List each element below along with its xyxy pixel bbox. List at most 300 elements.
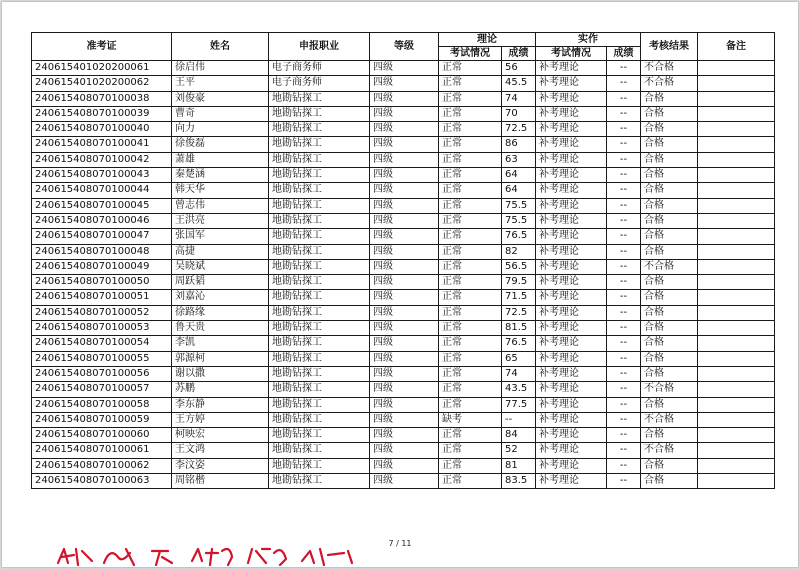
cell-remark (698, 351, 775, 366)
cell-occupation: 地勘钻探工 (269, 275, 370, 290)
cell-theory-score: 64 (502, 183, 536, 198)
cell-result: 不合格 (641, 61, 698, 76)
table-row (32, 198, 775, 213)
cell-level: 四级 (370, 259, 439, 274)
cell-result: 合格 (641, 168, 698, 183)
cell-result: 合格 (641, 213, 698, 228)
cell-remark (698, 290, 775, 305)
cell-practice-score: -- (607, 198, 641, 213)
table-row (32, 259, 775, 274)
table-row (32, 336, 775, 351)
cell-theory-score: 86 (502, 137, 536, 152)
cell-practice-score: -- (607, 61, 641, 76)
cell-occupation: 地勘钻探工 (269, 443, 370, 458)
cell-name: 周铭楷 (172, 474, 269, 489)
cell-remark (698, 61, 775, 76)
cell-theory-score: 79.5 (502, 275, 536, 290)
cell-practice-status: 补考理论 (536, 321, 607, 336)
cell-practice-score: -- (607, 244, 641, 259)
cell-practice-score: -- (607, 458, 641, 473)
cell-level: 四级 (370, 76, 439, 91)
cell-practice-score: -- (607, 290, 641, 305)
cell-result: 合格 (641, 305, 698, 320)
cell-remark (698, 122, 775, 137)
cell-level: 四级 (370, 244, 439, 259)
table-body (32, 61, 775, 489)
cell-theory-status: 正常 (439, 474, 502, 489)
table-row (32, 152, 775, 167)
cell-practice-score: -- (607, 428, 641, 443)
cell-practice-status: 补考理论 (536, 474, 607, 489)
table-row (32, 137, 775, 152)
cell-level: 四级 (370, 106, 439, 121)
table-row (32, 366, 775, 381)
cell-exam-id: 240615408070100043 (32, 168, 172, 183)
cell-occupation: 地勘钻探工 (269, 152, 370, 167)
cell-theory-score: 56.5 (502, 259, 536, 274)
cell-exam-id: 240615408070100060 (32, 428, 172, 443)
cell-practice-status: 补考理论 (536, 61, 607, 76)
cell-theory-score: 83.5 (502, 474, 536, 489)
cell-practice-status: 补考理论 (536, 198, 607, 213)
cell-practice-score: -- (607, 474, 641, 489)
cell-result: 合格 (641, 397, 698, 412)
cell-result: 合格 (641, 366, 698, 381)
table-row (32, 474, 775, 489)
cell-name: 韩天华 (172, 183, 269, 198)
header-result: 考核结果 (641, 33, 698, 61)
cell-theory-score: 74 (502, 366, 536, 381)
cell-practice-status: 补考理论 (536, 351, 607, 366)
cell-occupation: 地勘钻探工 (269, 259, 370, 274)
cell-name: 李东静 (172, 397, 269, 412)
cell-name: 王方婷 (172, 412, 269, 427)
cell-practice-status: 补考理论 (536, 443, 607, 458)
cell-result: 不合格 (641, 382, 698, 397)
cell-theory-status: 正常 (439, 305, 502, 320)
cell-level: 四级 (370, 122, 439, 137)
cell-theory-status: 正常 (439, 259, 502, 274)
cell-level: 四级 (370, 458, 439, 473)
cell-remark (698, 336, 775, 351)
cell-theory-status: 正常 (439, 61, 502, 76)
cell-exam-id: 240615408070100038 (32, 91, 172, 106)
cell-remark (698, 321, 775, 336)
page-number: 7 / 11 (388, 539, 412, 548)
cell-practice-status: 补考理论 (536, 412, 607, 427)
cell-practice-status: 补考理论 (536, 259, 607, 274)
cell-remark (698, 76, 775, 91)
cell-level: 四级 (370, 382, 439, 397)
cell-name: 郭源柯 (172, 351, 269, 366)
cell-level: 四级 (370, 412, 439, 427)
cell-theory-status: 正常 (439, 428, 502, 443)
cell-theory-score: 81.5 (502, 321, 536, 336)
cell-theory-score: 45.5 (502, 76, 536, 91)
cell-name: 秦楚涵 (172, 168, 269, 183)
cell-practice-score: -- (607, 91, 641, 106)
cell-exam-id: 240615408070100040 (32, 122, 172, 137)
cell-practice-score: -- (607, 106, 641, 121)
header-practice-status: 考试情况 (536, 47, 607, 61)
cell-remark (698, 198, 775, 213)
table-row (32, 106, 775, 121)
cell-name: 李汶姿 (172, 458, 269, 473)
cell-occupation: 地勘钻探工 (269, 321, 370, 336)
cell-practice-status: 补考理论 (536, 366, 607, 381)
cell-remark (698, 366, 775, 381)
cell-name: 周跃韬 (172, 275, 269, 290)
cell-theory-status: 正常 (439, 198, 502, 213)
header-remark: 备注 (698, 33, 775, 61)
cell-occupation: 电子商务师 (269, 76, 370, 91)
cell-level: 四级 (370, 198, 439, 213)
table-row (32, 213, 775, 228)
cell-theory-status: 正常 (439, 122, 502, 137)
cell-result: 合格 (641, 321, 698, 336)
table-row (32, 290, 775, 305)
cell-exam-id: 240615408070100058 (32, 397, 172, 412)
cell-result: 合格 (641, 106, 698, 121)
cell-level: 四级 (370, 428, 439, 443)
cell-practice-status: 补考理论 (536, 290, 607, 305)
cell-level: 四级 (370, 183, 439, 198)
cell-theory-score: 75.5 (502, 213, 536, 228)
cell-result: 合格 (641, 122, 698, 137)
cell-remark (698, 213, 775, 228)
cell-theory-score: 75.5 (502, 198, 536, 213)
cell-exam-id: 240615408070100045 (32, 198, 172, 213)
cell-theory-status: 正常 (439, 443, 502, 458)
table-row (32, 168, 775, 183)
cell-practice-status: 补考理论 (536, 183, 607, 198)
cell-theory-score: 43.5 (502, 382, 536, 397)
cell-remark (698, 259, 775, 274)
cell-theory-status: 缺考 (439, 412, 502, 427)
cell-level: 四级 (370, 229, 439, 244)
cell-theory-status: 正常 (439, 152, 502, 167)
cell-practice-score: -- (607, 443, 641, 458)
cell-exam-id: 240615408070100050 (32, 275, 172, 290)
cell-remark (698, 412, 775, 427)
cell-name: 苏鹏 (172, 382, 269, 397)
table-row (32, 382, 775, 397)
cell-level: 四级 (370, 91, 439, 106)
cell-remark (698, 458, 775, 473)
cell-exam-id: 240615408070100044 (32, 183, 172, 198)
cell-level: 四级 (370, 137, 439, 152)
cell-theory-status: 正常 (439, 183, 502, 198)
cell-theory-status: 正常 (439, 351, 502, 366)
cell-result: 合格 (641, 275, 698, 290)
cell-remark (698, 106, 775, 121)
cell-theory-status: 正常 (439, 397, 502, 412)
cell-occupation: 地勘钻探工 (269, 122, 370, 137)
cell-exam-id: 240615401020200062 (32, 76, 172, 91)
cell-theory-score: 63 (502, 152, 536, 167)
table-row (32, 351, 775, 366)
cell-occupation: 地勘钻探工 (269, 244, 370, 259)
cell-practice-status: 补考理论 (536, 244, 607, 259)
cell-result: 不合格 (641, 76, 698, 91)
cell-theory-status: 正常 (439, 336, 502, 351)
cell-occupation: 地勘钻探工 (269, 366, 370, 381)
cell-remark (698, 168, 775, 183)
cell-exam-id: 240615408070100056 (32, 366, 172, 381)
cell-exam-id: 240615408070100047 (32, 229, 172, 244)
cell-practice-score: -- (607, 382, 641, 397)
cell-exam-id: 240615401020200061 (32, 61, 172, 76)
cell-remark (698, 137, 775, 152)
cell-level: 四级 (370, 152, 439, 167)
cell-name: 徐路缘 (172, 305, 269, 320)
cell-theory-score: 64 (502, 168, 536, 183)
cell-result: 合格 (641, 152, 698, 167)
cell-result: 合格 (641, 198, 698, 213)
cell-exam-id: 240615408070100062 (32, 458, 172, 473)
cell-occupation: 地勘钻探工 (269, 336, 370, 351)
cell-theory-status: 正常 (439, 458, 502, 473)
cell-result: 合格 (641, 474, 698, 489)
cell-practice-score: -- (607, 122, 641, 137)
cell-exam-id: 240615408070100042 (32, 152, 172, 167)
cell-remark (698, 397, 775, 412)
cell-occupation: 地勘钻探工 (269, 168, 370, 183)
cell-name: 刘俊豪 (172, 91, 269, 106)
cell-practice-score: -- (607, 183, 641, 198)
cell-practice-score: -- (607, 259, 641, 274)
cell-result: 不合格 (641, 443, 698, 458)
cell-name: 王洪亮 (172, 213, 269, 228)
cell-occupation: 地勘钻探工 (269, 137, 370, 152)
cell-remark (698, 183, 775, 198)
cell-exam-id: 240615408070100057 (32, 382, 172, 397)
cell-level: 四级 (370, 366, 439, 381)
cell-remark (698, 305, 775, 320)
header-theory: 理论 (439, 33, 536, 47)
cell-theory-score: 77.5 (502, 397, 536, 412)
cell-name: 柯映宏 (172, 428, 269, 443)
cell-remark (698, 244, 775, 259)
cell-exam-id: 240615408070100049 (32, 259, 172, 274)
cell-name: 萧雄 (172, 152, 269, 167)
cell-name: 徐启伟 (172, 61, 269, 76)
table-row (32, 122, 775, 137)
cell-result: 合格 (641, 137, 698, 152)
cell-remark (698, 275, 775, 290)
cell-theory-score: 52 (502, 443, 536, 458)
table-row (32, 183, 775, 198)
table-row (32, 443, 775, 458)
cell-practice-score: -- (607, 305, 641, 320)
table-header (32, 33, 775, 61)
cell-theory-score: 71.5 (502, 290, 536, 305)
cell-result: 合格 (641, 336, 698, 351)
cell-result: 合格 (641, 428, 698, 443)
cell-name: 刘嘉沁 (172, 290, 269, 305)
cell-practice-status: 补考理论 (536, 382, 607, 397)
header-theory-score: 成绩 (502, 47, 536, 61)
cell-level: 四级 (370, 351, 439, 366)
cell-result: 合格 (641, 351, 698, 366)
cell-remark (698, 152, 775, 167)
cell-name: 曾志伟 (172, 198, 269, 213)
cell-occupation: 地勘钻探工 (269, 428, 370, 443)
cell-theory-score: 72.5 (502, 305, 536, 320)
header-occupation: 申报职业 (269, 33, 370, 61)
cell-theory-status: 正常 (439, 321, 502, 336)
cell-practice-status: 补考理论 (536, 152, 607, 167)
cell-practice-score: -- (607, 275, 641, 290)
cell-theory-status: 正常 (439, 229, 502, 244)
table-row (32, 275, 775, 290)
cell-remark (698, 428, 775, 443)
cell-theory-status: 正常 (439, 366, 502, 381)
cell-practice-score: -- (607, 168, 641, 183)
cell-practice-score: -- (607, 336, 641, 351)
table-row (32, 321, 775, 336)
header-practice-score: 成绩 (607, 47, 641, 61)
cell-theory-score: 81 (502, 458, 536, 473)
cell-occupation: 地勘钻探工 (269, 458, 370, 473)
cell-practice-status: 补考理论 (536, 137, 607, 152)
cell-remark (698, 229, 775, 244)
cell-exam-id: 240615408070100063 (32, 474, 172, 489)
cell-remark (698, 382, 775, 397)
cell-practice-status: 补考理论 (536, 428, 607, 443)
cell-level: 四级 (370, 474, 439, 489)
cell-level: 四级 (370, 275, 439, 290)
cell-theory-score: -- (502, 412, 536, 427)
table-row (32, 305, 775, 320)
cell-exam-id: 240615408070100041 (32, 137, 172, 152)
cell-practice-status: 补考理论 (536, 229, 607, 244)
table-row (32, 458, 775, 473)
cell-practice-status: 补考理论 (536, 397, 607, 412)
cell-practice-score: -- (607, 137, 641, 152)
cell-practice-score: -- (607, 213, 641, 228)
cell-occupation: 地勘钻探工 (269, 351, 370, 366)
header-exam-id: 准考证 (32, 33, 172, 61)
cell-name: 王平 (172, 76, 269, 91)
header-level: 等级 (370, 33, 439, 61)
cell-theory-score: 65 (502, 351, 536, 366)
cell-practice-score: -- (607, 229, 641, 244)
cell-result: 不合格 (641, 412, 698, 427)
table-row (32, 397, 775, 412)
cell-exam-id: 240615408070100052 (32, 305, 172, 320)
cell-result: 不合格 (641, 259, 698, 274)
cell-theory-score: 76.5 (502, 336, 536, 351)
results-table (31, 32, 775, 489)
cell-practice-score: -- (607, 412, 641, 427)
cell-occupation: 地勘钻探工 (269, 305, 370, 320)
cell-level: 四级 (370, 397, 439, 412)
cell-occupation: 地勘钻探工 (269, 412, 370, 427)
cell-name: 王文鸿 (172, 443, 269, 458)
cell-exam-id: 240615408070100048 (32, 244, 172, 259)
cell-level: 四级 (370, 61, 439, 76)
cell-occupation: 地勘钻探工 (269, 229, 370, 244)
cell-remark (698, 443, 775, 458)
cell-practice-status: 补考理论 (536, 458, 607, 473)
cell-name: 张国军 (172, 229, 269, 244)
cell-practice-status: 补考理论 (536, 76, 607, 91)
cell-name: 向力 (172, 122, 269, 137)
cell-level: 四级 (370, 305, 439, 320)
cell-level: 四级 (370, 443, 439, 458)
cell-theory-score: 82 (502, 244, 536, 259)
cell-name: 曹奇 (172, 106, 269, 121)
cell-theory-score: 84 (502, 428, 536, 443)
table-row (32, 412, 775, 427)
cell-practice-score: -- (607, 152, 641, 167)
cell-practice-score: -- (607, 397, 641, 412)
cell-occupation: 地勘钻探工 (269, 474, 370, 489)
table-row (32, 61, 775, 76)
cell-level: 四级 (370, 336, 439, 351)
cell-occupation: 地勘钻探工 (269, 183, 370, 198)
cell-level: 四级 (370, 290, 439, 305)
cell-result: 合格 (641, 458, 698, 473)
header-theory-status: 考试情况 (439, 47, 502, 61)
cell-name: 高捷 (172, 244, 269, 259)
cell-occupation: 地勘钻探工 (269, 198, 370, 213)
cell-exam-id: 240615408070100039 (32, 106, 172, 121)
cell-theory-status: 正常 (439, 244, 502, 259)
cell-theory-score: 70 (502, 106, 536, 121)
cell-occupation: 电子商务师 (269, 61, 370, 76)
cell-theory-score: 76.5 (502, 229, 536, 244)
cell-name: 吴晓斌 (172, 259, 269, 274)
cell-practice-status: 补考理论 (536, 275, 607, 290)
cell-result: 合格 (641, 290, 698, 305)
cell-practice-score: -- (607, 351, 641, 366)
cell-theory-status: 正常 (439, 275, 502, 290)
table-row (32, 76, 775, 91)
cell-occupation: 地勘钻探工 (269, 91, 370, 106)
table-row (32, 91, 775, 106)
cell-theory-score: 72.5 (502, 122, 536, 137)
cell-theory-status: 正常 (439, 106, 502, 121)
cell-practice-status: 补考理论 (536, 106, 607, 121)
cell-theory-score: 74 (502, 91, 536, 106)
cell-theory-status: 正常 (439, 76, 502, 91)
cell-exam-id: 240615408070100054 (32, 336, 172, 351)
cell-result: 合格 (641, 91, 698, 106)
cell-practice-status: 补考理论 (536, 336, 607, 351)
header-practice: 实作 (536, 33, 641, 47)
cell-exam-id: 240615408070100055 (32, 351, 172, 366)
cell-exam-id: 240615408070100053 (32, 321, 172, 336)
header-name: 姓名 (172, 33, 269, 61)
cell-occupation: 地勘钻探工 (269, 106, 370, 121)
cell-exam-id: 240615408070100051 (32, 290, 172, 305)
cell-theory-status: 正常 (439, 91, 502, 106)
cell-practice-score: -- (607, 366, 641, 381)
cell-name: 谢以撒 (172, 366, 269, 381)
cell-occupation: 地勘钻探工 (269, 213, 370, 228)
cell-remark (698, 91, 775, 106)
cell-practice-score: -- (607, 321, 641, 336)
cell-practice-status: 补考理论 (536, 91, 607, 106)
cell-result: 合格 (641, 183, 698, 198)
cell-level: 四级 (370, 168, 439, 183)
document-page (2, 2, 798, 567)
cell-theory-status: 正常 (439, 137, 502, 152)
table-row (32, 428, 775, 443)
cell-occupation: 地勘钻探工 (269, 397, 370, 412)
